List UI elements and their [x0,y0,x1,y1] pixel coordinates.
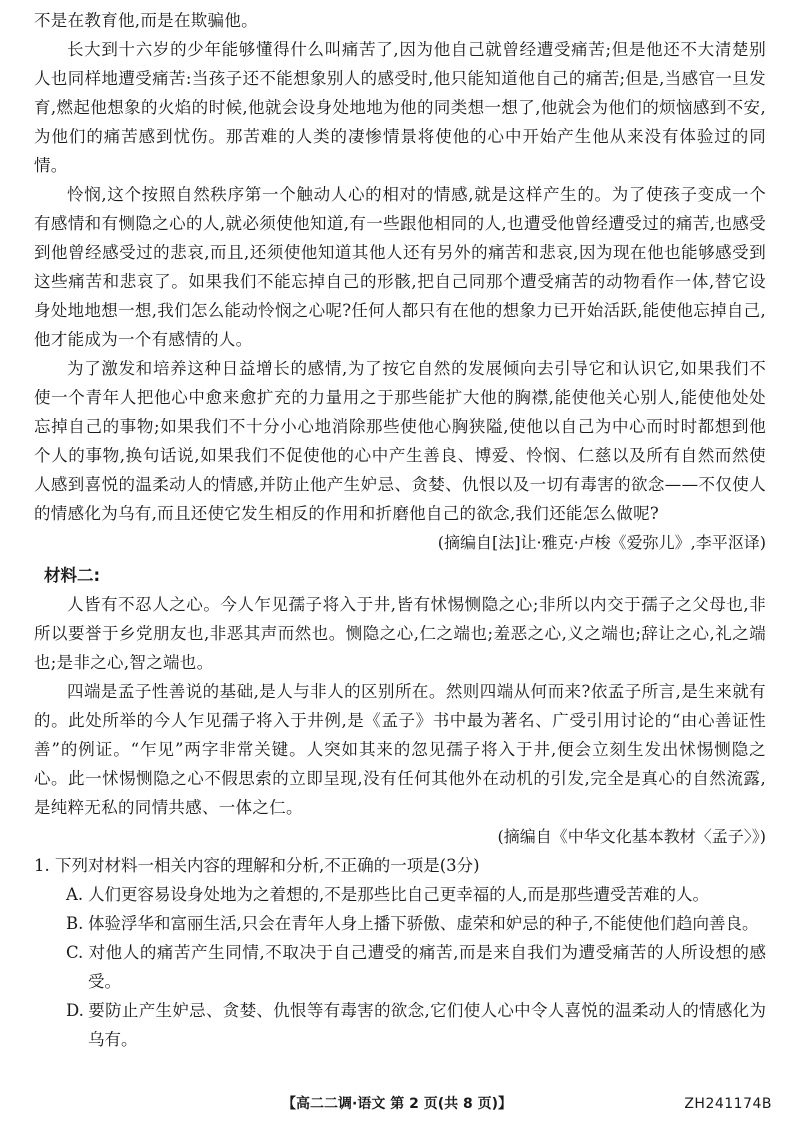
page-footer [0,1093,794,1115]
option-letter: B. [66,914,84,933]
paragraph: 长大到十六岁的少年能够懂得什么叫痛苦了,因为他自己就曾经遭受痛苦;但是他还不大清楚别人也同样地遭受痛苦:当孩子还不能想象别人的感受时,他只能知道他自己的痛苦;但是,当感官一旦发育,燃起他想象的火焰的时候,他就会设身处地地为他的同类想一想了,他就会为他们的烦恼感到不安,为他们的痛苦感到忧伤。那苦难的人类的凄惨情景将使他的心中开始产生他从来没有体验过的同情。 [34,40,766,175]
section-heading: 材料二: [44,566,101,585]
option-text: 人们更容易设身处地为之着想的,不是那些比自己更幸福的人,而是那些遭受苦难的人。 [88,885,709,904]
option-text: 对他人的痛苦产生同情,不取决于自己遭受的痛苦,而是来自我们为遭受痛苦的人所设想的感受。 [88,943,766,991]
answer-option [34,996,766,1054]
answer-option [34,938,766,996]
paragraph: 怜悯,这个按照自然秩序第一个触动人心的相对的情感,就是这样产生的。为了使孩子变成一个有感情和有恻隐之心的人,就必须使他知道,有一些跟他相同的人,也遭受他曾经遭受过的痛苦,也感受到他曾经感受过的悲哀,而且,还须使他知道其他人还有另外的痛苦和悲哀,因为现在他也能够感受到这些痛苦和悲哀了。如果我们不能忘掉自己的形骸,把自己同那个遭受痛苦的动物看作一体,替它设身处地地想一想,我们怎么能动怜悯之心呢?任何人都只有在他的想象力已开始活跃,能使他忘掉自己,他才能成为一个有感情的人。 [34,185,766,349]
option-letter: D. [66,1001,84,1020]
footer-exam-code: ZH241174B [684,1096,772,1112]
footer-page-info: 【高二二调·语文 第 2 页(共 8 页)】 [282,1096,512,1112]
option-text: 体验浮华和富丽生活,只会在青年人身上播下骄傲、虚荣和妒忌的种子,不能使他们趋向善良。 [88,914,759,933]
option-text: 要防止产生妒忌、贪婪、仇恨等有毒害的欲念,它们使人心中令人喜悦的温柔动人的情感化为乌有。 [88,1001,766,1049]
answer-option [34,909,766,938]
option-letter: C. [66,943,84,962]
option-letter: A. [66,885,84,904]
paragraph: 四端是孟子性善说的基础,是人与非人的区别所在。然则四端从何而来?依孟子所言,是生来就有的。此处所举的今人乍见孺子将入于井例,是《孟子》书中最为著名、广受引用讨论的“由心善证性善”的例证。“乍见”两字非常关键。人突如其来的忽见孺子将入于井,便会立刻生发出怵惕恻隐之心。此一怵惕恻隐之心不假思索的立即呈现,没有任何其他外在动机的引发,完全是真心的自然流露,是纯粹无私的同情共感、一体之仁。 [34,682,766,817]
source-citation: (摘编自《中华文化基本教材〈孟子〉》) [497,827,766,846]
question-stem: 1. 下列对材料一相关内容的理解和分析,不正确的一项是(3分) [34,856,480,875]
exam-page [34,6,766,1054]
paragraph: 人皆有不忍人之心。今人乍见孺子将入于井,皆有怵惕恻隐之心;非所以内交于孺子之父母也,非所以要誉于乡党朋友也,非恶其声而然也。恻隐之心,仁之端也;羞恶之心,义之端也;辞让之心,礼之端也;是非之心,智之端也。 [34,595,766,672]
answer-option [34,880,766,909]
paragraph: 为了激发和培养这种日益增长的感情,为了按它自然的发展倾向去引导它和认识它,如果我们不使一个青年人把他心中愈来愈扩充的力量用之于那些能扩大他的胸襟,能使他关心别人,能使他处处忘掉自己的事物;如果我们不十分小心地消除那些使他心胸狭隘,使他以自己为中心而时时都想到他个人的事物,换句话说,如果我们不促使他的心中产生善良、博爱、怜悯、仁慈以及所有自然而然使人感到喜悦的温柔动人的情感,并防止他产生妒忌、贪婪、仇恨以及一切有毒害的欲念——不仅使人的情感化为乌有,而且还使它发生相反的作用和折磨他自己的欲念,我们还能怎么做呢? [34,359,766,523]
paragraph-continuation: 不是在教育他,而是在欺骗他。 [34,11,258,30]
source-citation: (摘编自[法]让·雅克·卢梭《爱弥儿》,李平沤译) [437,533,766,552]
